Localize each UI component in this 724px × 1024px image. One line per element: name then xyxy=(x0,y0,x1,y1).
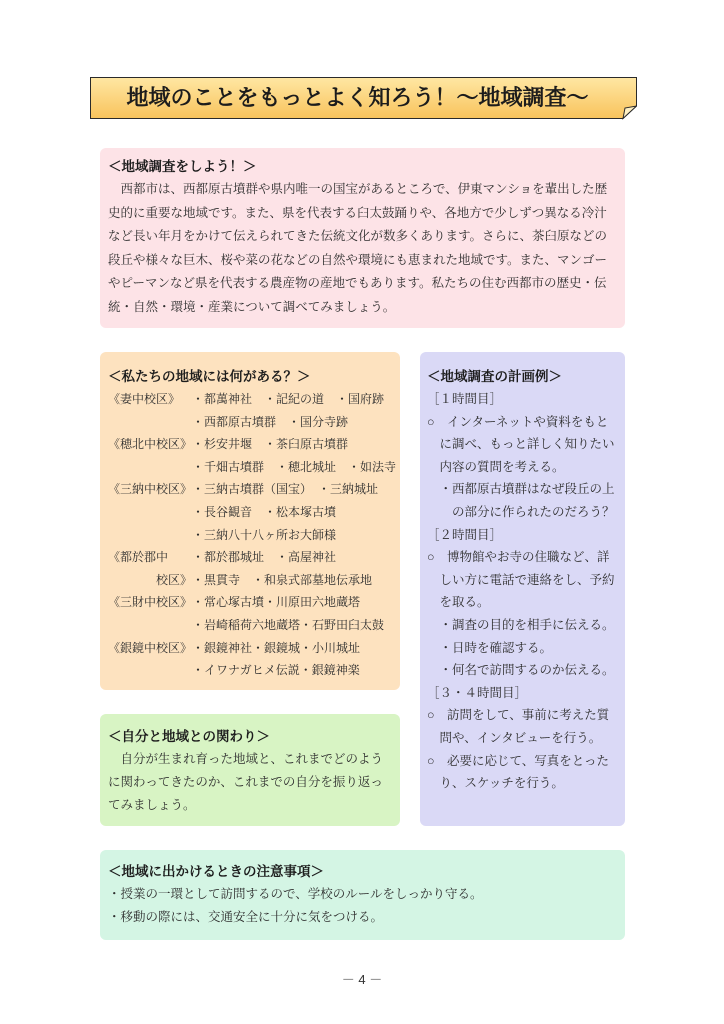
district-row xyxy=(108,388,396,411)
district-label: 《銀鏡中校区》 xyxy=(108,640,193,655)
intro-heading: ＜地域調査をしよう！＞ xyxy=(108,159,257,174)
district-places: ・千畑古墳群 ・穂北城址 ・如法寺 xyxy=(192,459,397,474)
plan-bullet: ・何名で訪問するのか伝える。 xyxy=(439,663,615,678)
plan-bullet: ・日時を確認する。 xyxy=(439,640,553,655)
intro-line: 史的に重要な地域です。また、県を代表する臼太鼓踊りや、各地方で少しずつ異なる冷汁 xyxy=(108,205,607,220)
plan-step-cont: 内容の質問を考える。 xyxy=(439,459,565,474)
district-places: ・黒貫寺 ・和泉式部墓地伝承地 xyxy=(192,572,373,587)
plan-bullet-cont: の部分に作られたのだろう？ xyxy=(452,504,615,519)
district-row xyxy=(108,478,396,501)
district-row xyxy=(108,456,396,479)
page-number: － 4 － xyxy=(341,972,383,987)
page-title: 地域のことをもっとよく知ろう！～地域調査～ xyxy=(126,85,589,110)
intro-box xyxy=(100,148,625,328)
relation-box xyxy=(100,714,400,826)
intro-line: 段丘や様々な巨木、桜や菜の花などの自然や環境にも恵まれた地域です。また、マンゴー xyxy=(108,252,608,267)
title-banner xyxy=(90,77,637,120)
district-places: ・岩崎稲荷六地蔵塔・石野田臼太鼓 xyxy=(192,617,385,632)
plan-step: ○ 必要に応じて、写真をとった xyxy=(427,753,610,768)
plan-heading: ＜地域調査の計画例＞ xyxy=(427,369,562,384)
district-label: 《妻中校区》 xyxy=(108,392,181,406)
relation-line: に関わってきたのか、これまでの自分を振り返っ xyxy=(108,775,383,789)
places-heading: ＜私たちの地域には何がある？＞ xyxy=(108,369,311,384)
district-label: 《三財中校区》 xyxy=(108,595,193,610)
district-places: ・西都原古墳群 ・国分寺跡 xyxy=(192,414,349,429)
district-label: 《都於郡中 xyxy=(108,550,169,565)
plan-step-cont: を取る。 xyxy=(439,595,490,610)
intro-line: など長い年月をかけて伝えられてきた伝統文化が数多くあります。さらに、茶臼原などの xyxy=(108,229,608,243)
relation-heading: ＜自分と地域との関わり＞ xyxy=(108,729,270,744)
plan-bullet: ・調査の目的を相手に伝える。 xyxy=(439,617,615,632)
caution-item: ・移動の際には、交通安全に十分に気をつける。 xyxy=(108,910,384,924)
plan-step: ○ インターネットや資料をもと xyxy=(427,414,609,429)
district-places: ・杉安井堰 ・茶臼原古墳群 xyxy=(192,437,349,452)
intro-line: やピーマンなど県を代表する農産物の産地でもあります。私たちの住む西都市の歴史・伝 xyxy=(108,276,607,290)
district-row xyxy=(108,569,396,592)
district-places: ・長谷観音 ・松本塚古墳 xyxy=(192,504,337,519)
district-places: ・都於郡城址 ・高屋神社 xyxy=(192,550,337,565)
district-row xyxy=(108,637,396,660)
district-row xyxy=(108,501,396,524)
district-row xyxy=(108,411,396,434)
relation-line: てみましょう。 xyxy=(108,798,196,812)
district-row xyxy=(108,433,396,456)
plan-session-label: ［２時間目］ xyxy=(427,527,503,542)
plan-box xyxy=(420,352,625,826)
district-label xyxy=(108,501,192,524)
district-places: ・三納古墳群（国宝） ・三納城址 xyxy=(192,482,379,497)
relation-line: 自分が生まれ育った地域と、これまでどのよう xyxy=(120,752,384,766)
district-places: ・常心塚古墳・川原田六地蔵塔 xyxy=(192,595,361,610)
district-label xyxy=(108,524,192,547)
cautions-heading: ＜地域に出かけるときの注意事項＞ xyxy=(108,864,324,879)
district-label xyxy=(108,456,192,479)
district-places: ・三納八十八ヶ所お大師様 xyxy=(192,527,337,542)
intro-line: 西都市は、西都原古墳群や県内唯一の国宝があるところで、伊東マンショを輩出した歴 xyxy=(120,182,608,196)
district-label xyxy=(108,411,192,434)
caution-item: ・授業の一環として訪問するので、学校のルールをしっかり守る。 xyxy=(108,887,483,901)
plan-step-cont: しい方に電話で連絡をし、予約 xyxy=(439,572,615,587)
district-places: ・都萬神社 ・記紀の道 ・国府跡 xyxy=(192,392,385,406)
cautions-box xyxy=(100,850,625,940)
district-places: ・イワナガヒメ伝説・銀鏡神楽 xyxy=(192,663,360,678)
district-row xyxy=(108,546,396,569)
plan-session-label: ［１時間目］ xyxy=(427,392,503,406)
plan-step-cont: に調べ、もっと詳しく知りたい xyxy=(439,437,615,452)
district-label: 《穂北中校区》 xyxy=(108,437,193,452)
plan-step-cont: り、スケッチを行う。 xyxy=(439,776,564,791)
district-label: 《三納中校区》 xyxy=(108,482,193,497)
district-row xyxy=(108,659,396,682)
district-row xyxy=(108,591,396,614)
intro-line: 統・自然・環境・産業について調べてみましょう。 xyxy=(108,299,396,314)
plan-step-cont: 問や、インタビューを行う。 xyxy=(439,730,602,745)
plan-step: ○ 訪問をして、事前に考えた質 xyxy=(427,708,610,723)
folded-corner xyxy=(623,106,637,119)
district-label xyxy=(108,659,192,682)
district-row xyxy=(108,614,396,637)
district-places: ・銀鏡神社・銀鏡城・小川城址 xyxy=(192,640,361,655)
plan-session-label: ［３・４時間目］ xyxy=(427,685,528,700)
plan-step: ○ 博物館やお寺の住職など、詳 xyxy=(427,550,610,565)
places-box xyxy=(100,352,400,690)
district-row xyxy=(108,524,396,547)
plan-bullet: ・西都原古墳群はなぜ段丘の上 xyxy=(439,482,615,497)
district-label xyxy=(108,614,192,637)
district-label: 校区》 xyxy=(155,572,192,587)
